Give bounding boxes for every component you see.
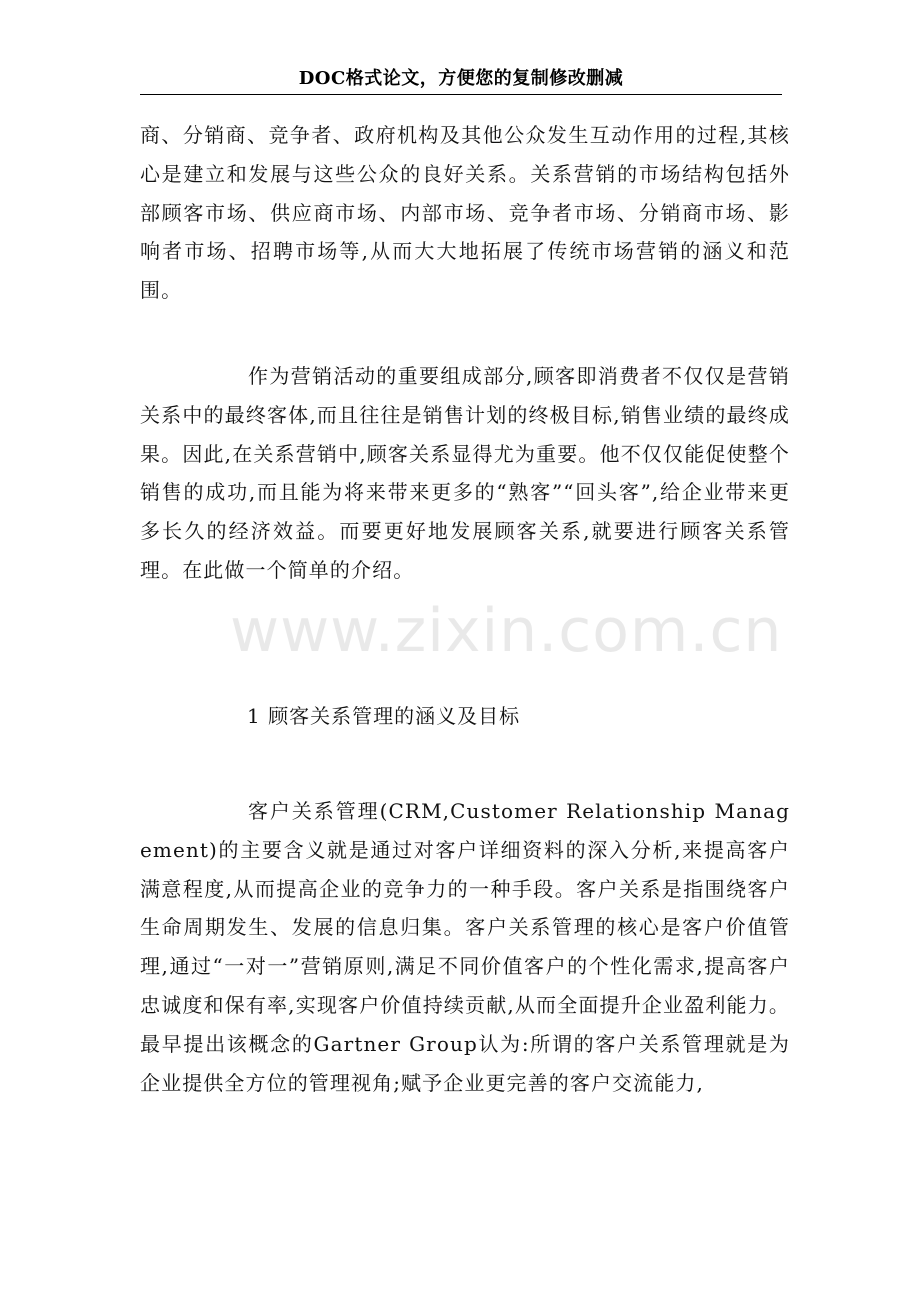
section-heading: 1 顾客关系管理的涵义及目标 — [247, 704, 521, 728]
paragraph-2-block — [140, 357, 790, 590]
paragraph-2: 作为营销活动的重要组成部分,顾客即消费者不仅仅是营销关系中的最终客体,而且往往是销售计划的终极目标,销售业绩的最终成果。因此,在关系营销中,顾客关系显得尤为重要。他不仅仅能促使整个销售的成功,而且能为将来带来更多的“熟客”“回头客”,给企业带来更多长久的经济效益。而要更好地发展顾客关系,就要进行顾客关系管理。在此做一个简单的介绍。 — [140, 364, 790, 582]
paragraph-1-block — [140, 116, 790, 310]
watermark: www.zixin.com.cn — [230, 596, 783, 666]
paragraph-1: 商、分销商、竞争者、政府机构及其他公众发生互动作用的过程,其核心是建立和发展与这些公众的良好关系。关系营销的市场结构包括外部顾客市场、供应商市场、内部市场、竞争者市场、分销商市场、影响者市场、招聘市场等,从而大大地拓展了传统市场营销的涵义和范围。 — [140, 123, 790, 303]
page-header-title: DOC格式论文，方便您的复制修改删减 — [298, 68, 624, 89]
header-rule — [140, 94, 782, 95]
paragraph-3: 客户关系管理(CRM,Customer Relationship Management)的主要含义就是通过对客户详细资料的深入分析,来提高客户满意程度,从而提高企业的竞争力的一种手段。客户关系是指围绕客户生命周期发生、发展的信息归集。客户关系管理的核心是客户价值管理,通过“一对一”营销原则,满足不同价值客户的个性化需求,提高客户忠诚度和保有率,实现客户价值持续贡献,从而全面提升企业盈利能力。最早提出该概念的Gartner Group认为:所谓的客户关系管理就是为企业提供全方位的管理视角;赋予企业更完善的客户交流能力, — [140, 799, 790, 1095]
paragraph-3-block — [140, 792, 790, 1102]
